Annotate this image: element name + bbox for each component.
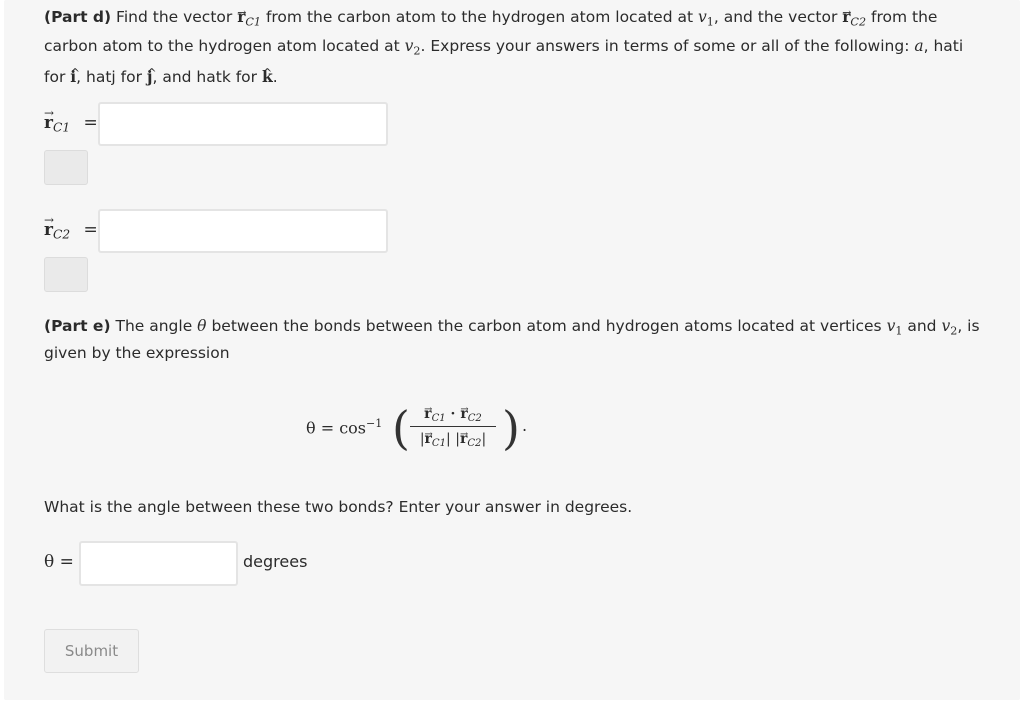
part-d-text-1: Find the vector xyxy=(111,8,238,26)
part-e-instructions xyxy=(44,315,994,365)
rc2-equals: = xyxy=(83,220,98,240)
angle-question: What is the angle between these two bonds? Enter your answer in degrees. xyxy=(44,498,633,516)
rc1-r: → r xyxy=(44,113,53,133)
part-d-text-6: , hati for xyxy=(44,37,964,86)
formula-cos: θ = cos xyxy=(306,418,367,438)
part-d-text-3: , and the vector xyxy=(713,8,843,26)
num-r1: → r xyxy=(424,406,431,422)
fraction-denominator: |→ $r_{C1}|$ |→ $r_{C2}|$ xyxy=(410,429,496,449)
rc1-preview-button[interactable] xyxy=(44,150,88,185)
rc2-sub: C2 xyxy=(52,227,71,242)
unit-label: degrees xyxy=(243,552,308,571)
part-e-text-2: between the bonds between the carbon atom and hydrogen atoms located at vertices xyxy=(206,317,887,335)
rc1-label xyxy=(44,113,98,135)
num-c1: C1 xyxy=(431,413,446,425)
left-paren: ( xyxy=(392,401,410,455)
theta-symbol: θ xyxy=(197,317,207,335)
part-e-v1-sub: 1 xyxy=(895,324,903,338)
rc1-equals: = xyxy=(83,113,98,133)
right-paren: ) xyxy=(502,401,520,455)
part-d-text-2: from the carbon atom to the hydrogen atom located at xyxy=(261,8,698,26)
unit-vector-i: ^ i xyxy=(70,67,76,86)
angle-answer-input[interactable] xyxy=(79,541,238,586)
rc2-input[interactable] xyxy=(98,209,388,253)
part-e-text-3: and xyxy=(902,317,942,335)
vertex-v2: v xyxy=(404,37,414,56)
formula-fraction xyxy=(410,404,496,449)
formula-period: . xyxy=(522,416,528,435)
submit-button[interactable]: Submit xyxy=(44,629,139,673)
vertex-v2-subscript: 2 xyxy=(413,44,421,58)
formula-lhs xyxy=(306,417,382,437)
part-e-v2: v xyxy=(941,317,951,335)
part-d-text-9: . xyxy=(272,67,278,86)
rc2-label xyxy=(44,220,98,242)
rc1-sub: C1 xyxy=(52,120,71,135)
unit-vector-j: ^ j xyxy=(147,67,153,86)
vector-r-symbol-2: → r xyxy=(842,7,850,26)
part-d-text-5: . Express your answers in terms of some or all of the following: xyxy=(420,37,915,56)
den-c1: C1 xyxy=(431,438,447,450)
unit-vector-k: ^ k xyxy=(262,67,273,86)
variable-a: a xyxy=(914,37,924,56)
part-d-text-4: from the carbon atom to the hydrogen atom located at xyxy=(44,8,938,56)
part-e-v2-sub: 2 xyxy=(950,324,958,338)
num-c2: C2 xyxy=(467,413,482,425)
vertex-v1: v xyxy=(697,8,707,26)
part-e-text-4: , is given by the expression xyxy=(44,317,980,363)
part-d-instructions xyxy=(44,4,984,90)
num-r2: → r xyxy=(460,406,467,422)
theta-answer-label: θ = xyxy=(44,552,74,572)
part-d-text-8: , and hatk for xyxy=(152,67,262,86)
part-e-v1: v xyxy=(886,317,896,335)
part-e-label: (Part e) xyxy=(44,317,111,335)
rc1-input[interactable] xyxy=(98,102,388,146)
part-d-label: (Part d) xyxy=(44,8,112,26)
vertex-v1-subscript: 1 xyxy=(706,15,714,29)
rc2-preview-button[interactable] xyxy=(44,257,88,292)
formula-exponent: −1 xyxy=(366,417,383,430)
part-d-text-7: , hatj for xyxy=(76,67,147,86)
den-r2: → r xyxy=(460,431,467,447)
subscript-c1: C1 xyxy=(245,15,262,29)
num-dot: · xyxy=(445,406,461,422)
vector-r-symbol: → r xyxy=(237,7,245,26)
den-r1: → r xyxy=(425,431,432,447)
rc2-r: → r xyxy=(44,220,53,240)
fraction-bar xyxy=(410,426,496,427)
subscript-c2: C2 xyxy=(850,15,867,29)
den-c2: C2 xyxy=(467,438,482,450)
part-e-text-1: The angle xyxy=(110,317,198,335)
fraction-numerator xyxy=(410,404,496,424)
